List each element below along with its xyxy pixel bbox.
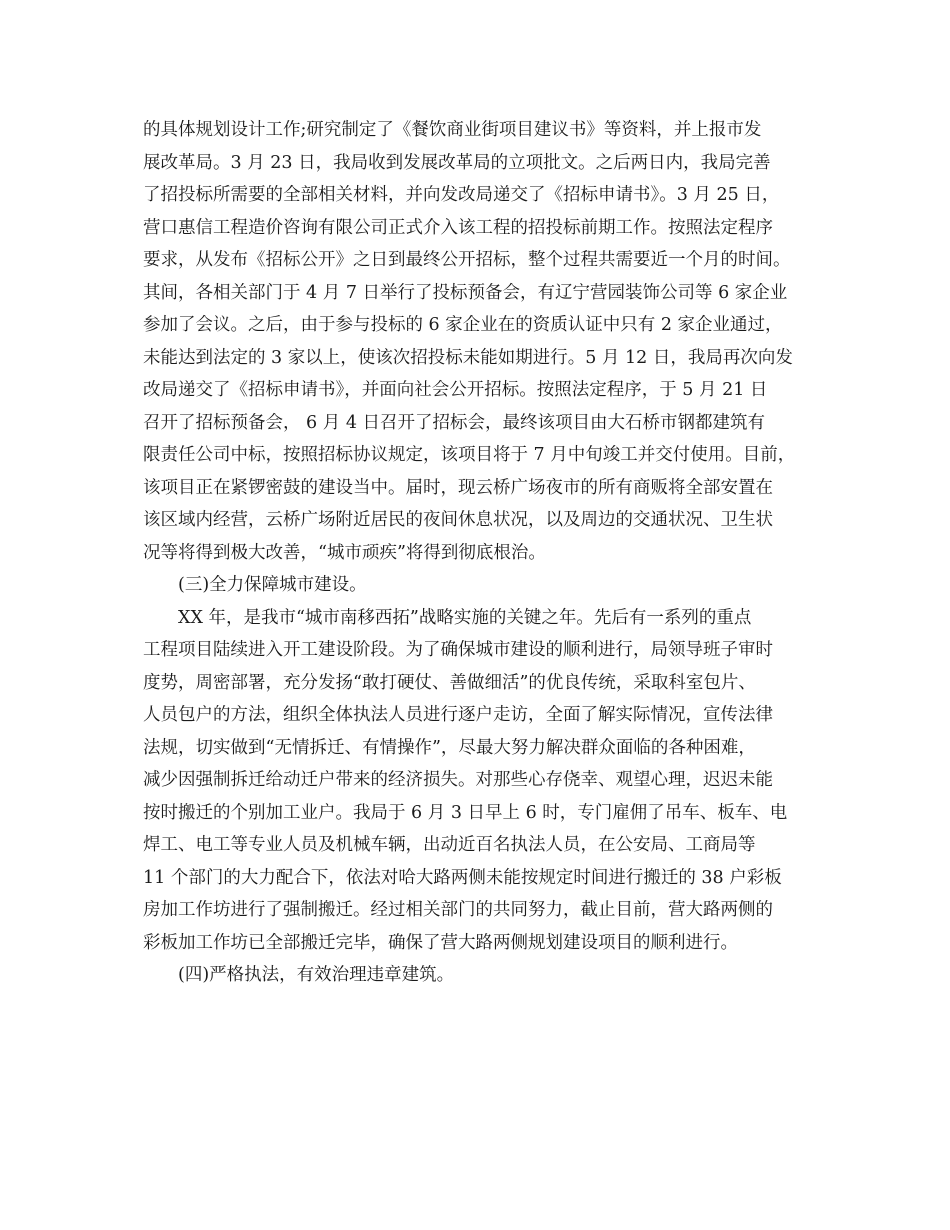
text-line: 减少因强制拆迁给动迁户带来的经济损失。对那些心存侥幸、观望心理，迟迟未能 xyxy=(143,770,773,790)
text-line: 11 个部门的大力配合下，依法对哈大路两侧未能按规定时间进行搬迁的 38 户彩板 xyxy=(143,867,782,888)
text-line: 该项目正在紧锣密鼓的建设当中。届时，现云桥广场夜市的所有商贩将全部安置在 xyxy=(143,477,773,498)
text-line: 参加了会议。之后，由于参与投标的 6 家企业在的资质认证中只有 2 家企业通过， xyxy=(143,315,783,335)
text-line: 房加工作坊进行了强制搬迁。经过相关部门的共同努力，截止目前，营大路两侧的 xyxy=(143,900,773,920)
text-line: 改局递交了《招标申请书》，并面向社会公开招标。按照法定程序，于 5 月 21 日 xyxy=(143,380,768,400)
text-line: 展改革局。3 月 23 日，我局收到发展改革局的立项批文。之后两日内，我局完善 xyxy=(143,152,771,173)
text-line: 了招投标所需要的全部相关材料，并向发改局递交了《招标申请书》。3 月 25 日， xyxy=(143,185,780,205)
text-line: 要求，从发布《招标公开》之日到最终公开招标，整个过程共需要近一个月的时间。 xyxy=(143,250,791,270)
text-line: 彩板加工作坊已全部搬迁完毕，确保了营大路两侧规划建设项目的顺利进行。 xyxy=(143,932,738,953)
text-line: 该区域内经营，云桥广场附近居民的夜间休息状况，以及周边的交通状况、卫生状 xyxy=(143,510,773,530)
text-line: 法规，切实做到“无情拆迁、有情操作”，尽最大努力解决群众面临的各种困难， xyxy=(143,737,756,758)
text-line: 焊工、电工等专业人员及机械车辆，出动近百名执法人员，在公安局、工商局等 xyxy=(143,835,756,855)
section-heading: (四)严格执法，有效治理违章建筑。 xyxy=(178,965,455,985)
paragraph-first-line: XX 年，是我市“城市南移西拓”战略实施的关键之年。先后有一系列的重点 xyxy=(178,607,752,628)
text-line: 召开了招标预备会， 6 月 4 日召开了招标会，最终该项目由大石桥市钢都建筑有 xyxy=(143,412,766,433)
section-heading: (三)全力保障城市建设。 xyxy=(178,575,367,595)
text-line: 人员包户的方法，组织全体执法人员进行逐户走访，全面了解实际情况，宣传法律 xyxy=(143,705,773,725)
text-line: 限责任公司中标，按照招标协议规定，该项目将于 7 月中旬竣工并交付使用。目前， xyxy=(143,445,796,465)
text-line: 未能达到法定的 3 家以上，使该次招投标未能如期进行。5 月 12 日，我局再次向发 xyxy=(143,347,793,368)
text-line: 其间，各相关部门于 4 月 7 日举行了投标预备会，有辽宁营园装饰公司等 6 家企业 xyxy=(143,282,788,303)
text-line: 的具体规划设计工作;研究制定了《餐饮商业街项目建议书》等资料，并上报市发 xyxy=(143,120,762,140)
text-line: 况等将得到极大改善，“城市顽疾”将得到彻底根治。 xyxy=(143,542,546,563)
text-line: 工程项目陆续进入开工建设阶段。为了确保城市建设的顺利进行，局领导班子审时 xyxy=(143,640,773,660)
text-line: 按时搬迁的个别加工业户。我局于 6 月 3 日早上 6 时，专门雇佣了吊车、板车、电 xyxy=(143,802,788,823)
text-line: 度势，周密部署，充分发扬“敢打硬仗、善做细活”的优良传统，采取科室包片、 xyxy=(143,672,756,693)
text-line: 营口惠信工程造价咨询有限公司正式介入该工程的招投标前期工作。按照法定程序 xyxy=(143,217,773,238)
document-body xyxy=(143,114,833,992)
